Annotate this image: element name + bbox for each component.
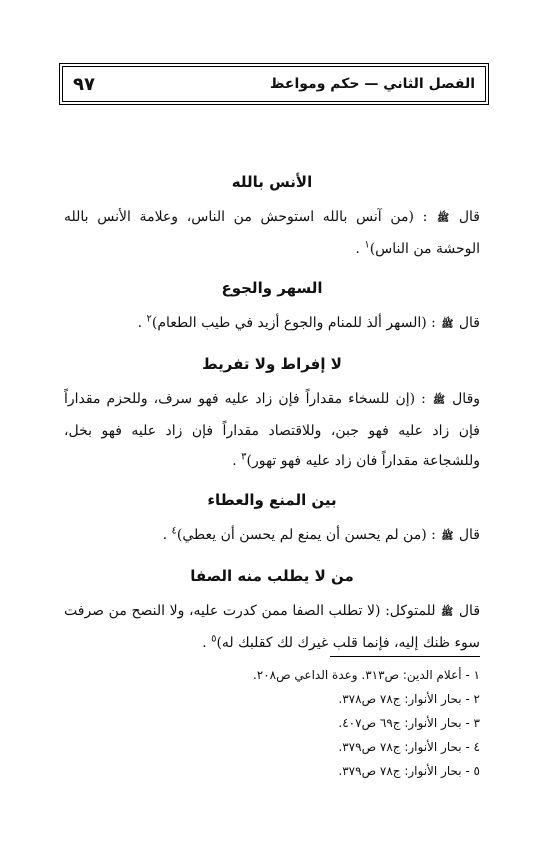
paragraph-lead: وقال	[452, 391, 481, 407]
section-heading: الأنس بالله	[231, 173, 313, 191]
paragraph-text: : (من آنس بالله استوحش من الناس، وعلامة الأنس بالله الوحشة من الناس)	[64, 209, 480, 257]
paragraph-text: للمتوكل: (لا تطلب الصفا ممن كدرت عليه، ولا النصح من صرفت سوء ظنك إليه، فإنما قلب غيرك لك كقلبك له)	[64, 603, 480, 651]
chapter-title: الفصل الثاني — حكم ومواعظ	[269, 76, 475, 92]
paragraph-lead: قال	[458, 315, 480, 331]
paragraph-end: .	[137, 315, 143, 331]
footnote-ref: ٤	[171, 525, 177, 537]
footnote-item: ٣ - بحار الأنوار: ج٦٩ ص٤٠٧.	[338, 716, 480, 730]
section-paragraph	[64, 202, 480, 264]
honorific-symbol: ﷺ	[432, 395, 446, 406]
section-heading: من لا يطلب منه الصفا	[190, 567, 354, 585]
footnote-ref: ٣	[241, 451, 247, 463]
section-paragraph	[64, 596, 480, 658]
footnotes	[64, 656, 480, 783]
section-heading: السهر والجوع	[221, 279, 323, 297]
footnote-item: ١ - أعلام الدين: ص٣١٣. وعدة الداعي ص٢٠٨.	[252, 668, 480, 682]
paragraph-lead: قال	[458, 527, 480, 543]
footnote-item: ٢ - بحار الأنوار: ج٧٨ ص٣٧٨.	[338, 692, 480, 706]
main-content	[64, 170, 480, 670]
paragraph-text: : (من لم يحسن أن يمنع لم يحسن أن يعطي)	[176, 527, 436, 543]
page-header	[62, 66, 486, 102]
footnote-ref: ٥	[211, 633, 217, 645]
honorific-symbol: ﷺ	[441, 319, 454, 330]
footnote-ref: ١	[364, 239, 370, 251]
section-heading: لا إفراط ولا تفريط	[202, 355, 342, 373]
footnote-divider	[330, 656, 480, 657]
footnote-ref: ٢	[146, 313, 152, 325]
paragraph-end: .	[162, 527, 168, 543]
section-heading: بين المنع والعطاء	[207, 491, 337, 509]
section-paragraph	[64, 384, 480, 476]
paragraph-end: .	[355, 241, 360, 257]
honorific-symbol: ﷺ	[441, 531, 454, 542]
paragraph-end: .	[232, 453, 237, 469]
footnote-item: ٥ - بحار الأنوار: ج٧٨ ص٣٧٩.	[338, 764, 480, 778]
page-number: ٩٧	[73, 73, 95, 95]
paragraph-end: .	[202, 635, 207, 651]
honorific-symbol: ﷺ	[437, 213, 450, 224]
paragraph-text: : (إن للسخاء مقداراً فإن زاد عليه فهو سرف، وللحزم مقداراً فإن زاد عليه فهو جبن، وللاقتصاد مقداراً فإن زاد عليه فهو بخل، وللشجاعة مقداراً فان زاد عليه فهو تهور)	[64, 391, 480, 469]
footnote-item: ٤ - بحار الأنوار: ج٧٨ ص٣٧٩.	[338, 740, 480, 754]
paragraph-text: : (السهر ألذ للمنام والجوع أزيد في طيب الطعام)	[151, 315, 436, 331]
paragraph-lead: قال	[458, 603, 481, 619]
paragraph-lead: قال	[458, 209, 480, 225]
honorific-symbol: ﷺ	[441, 607, 454, 618]
section-paragraph	[64, 520, 480, 552]
section-paragraph	[64, 308, 480, 340]
